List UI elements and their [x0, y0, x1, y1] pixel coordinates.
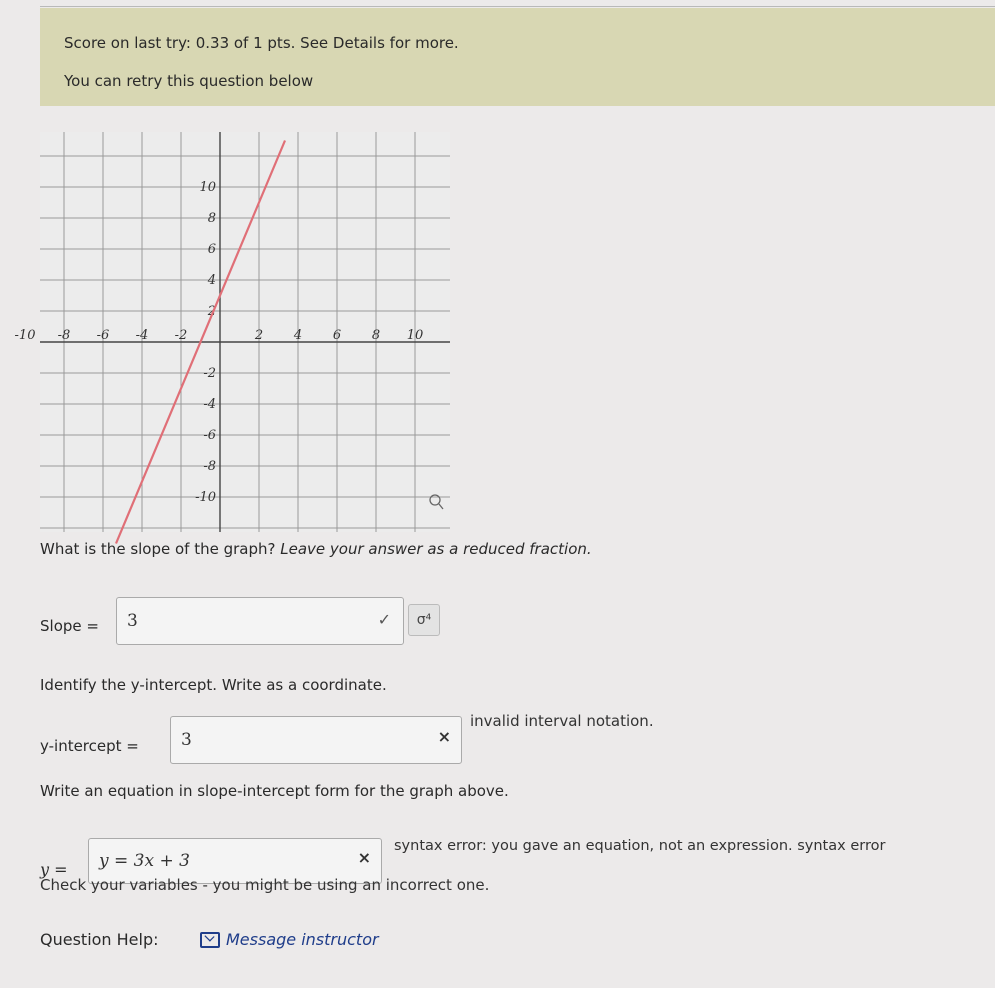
- slope-value: 3: [127, 611, 138, 631]
- intercept-input[interactable]: [170, 716, 462, 764]
- x-tick-label: 4: [293, 328, 303, 343]
- retry-text: You can retry this question below: [64, 72, 314, 90]
- x-tick-label: 2: [254, 328, 264, 343]
- intercept-label: y-intercept =: [40, 737, 139, 755]
- question-help-label: Question Help:: [40, 930, 159, 949]
- check-icon: ✓: [377, 610, 391, 629]
- equation-question: Write an equation in slope-intercept form for the graph above.: [40, 782, 509, 800]
- intercept-value: 3: [181, 730, 192, 750]
- sigma-icon: σ⁴: [416, 612, 432, 628]
- score-text: Score on last try: 0.33 of 1 pts. See Details for more.: [64, 34, 459, 52]
- y-tick-label: -4: [203, 397, 216, 412]
- x-icon: ×: [357, 848, 371, 867]
- slope-question: [40, 540, 592, 558]
- slope-label: Slope =: [40, 617, 99, 635]
- y-tick-label: 2: [207, 304, 216, 319]
- coordinate-graph: [14, 132, 450, 532]
- equation-label: y =: [40, 860, 68, 879]
- y-tick-label: -6: [203, 428, 216, 443]
- message-instructor-label: Message instructor: [226, 930, 379, 949]
- y-tick-label: 8: [207, 211, 216, 226]
- slope-question-text: What is the slope of the graph?: [40, 540, 281, 558]
- x-tick-label: -10: [14, 328, 36, 343]
- y-tick-label: 10: [199, 180, 216, 195]
- y-tick-label: 4: [207, 273, 216, 288]
- y-tick-label: -8: [203, 459, 216, 474]
- equation-value: y = 3x + 3: [99, 851, 190, 871]
- x-tick-label: -6: [96, 328, 110, 343]
- x-tick-label: -2: [174, 328, 188, 343]
- x-tick-label: 8: [371, 328, 381, 343]
- intercept-error: invalid interval notation.: [470, 712, 654, 730]
- x-icon: ×: [437, 727, 451, 746]
- intercept-question: Identify the y-intercept. Write as a coordinate.: [40, 676, 387, 694]
- top-divider: [40, 6, 995, 7]
- magnifier-icon-handle: [439, 504, 443, 509]
- x-tick-label: 10: [406, 328, 424, 343]
- variables-hint: Check your variables - you might be using an incorrect one.: [40, 876, 490, 894]
- y-tick-label: -2: [203, 366, 216, 381]
- x-tick-label: 6: [332, 328, 342, 343]
- mail-icon: [200, 932, 220, 948]
- equation-error: syntax error: you gave an equation, not an expression. syntax error: [394, 838, 886, 854]
- graph-svg: [14, 132, 450, 532]
- x-tick-label: -4: [135, 328, 149, 343]
- preview-button[interactable]: [408, 604, 440, 636]
- y-tick-label: 6: [207, 242, 216, 257]
- y-tick-label: -10: [195, 490, 216, 505]
- score-banner: [40, 8, 995, 106]
- slope-input[interactable]: [116, 597, 404, 645]
- message-instructor-link[interactable]: [200, 930, 379, 949]
- x-tick-label: -8: [57, 328, 71, 343]
- slope-question-instruction: Leave your answer as a reduced fraction.: [280, 540, 592, 558]
